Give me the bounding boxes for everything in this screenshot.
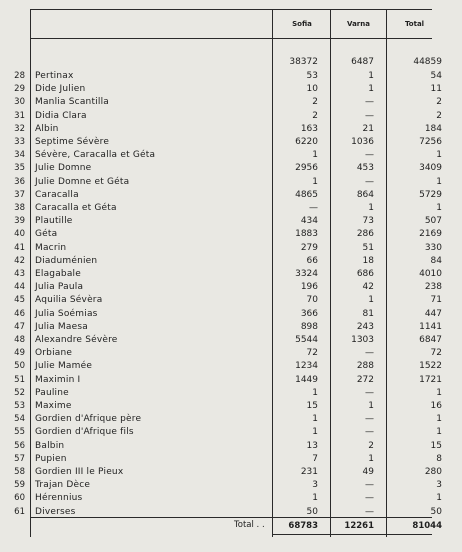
row-number: 60	[14, 493, 25, 504]
total-count: 3	[436, 480, 442, 491]
table-row	[0, 294, 462, 306]
table-row	[0, 162, 462, 174]
table-row	[0, 255, 462, 267]
sofia-count: 1883	[295, 229, 318, 240]
emperor-name: Julie Mamée	[35, 361, 93, 372]
varna-count: —	[365, 176, 374, 187]
varna-count: —	[365, 97, 374, 108]
emperor-name: Caracalla et Géta	[35, 203, 117, 213]
table-row	[0, 228, 462, 240]
emperor-name: Julia Maesa	[35, 321, 88, 332]
sofia-count: —	[309, 203, 318, 213]
varna-count: 272	[356, 374, 374, 385]
total-count: 72	[430, 348, 442, 359]
sofia-count: 279	[300, 242, 318, 253]
sofia-count: 1	[312, 176, 318, 187]
varna-count: —	[365, 387, 374, 398]
row-number: 29	[14, 84, 25, 95]
total-count: 1721	[419, 374, 442, 385]
emperor-name: Julia Paula	[35, 282, 84, 293]
row-number: 53	[14, 401, 25, 411]
table-row	[0, 242, 462, 254]
table-row	[0, 466, 462, 478]
row-number: 49	[14, 348, 25, 359]
sofia-count: 1234	[295, 361, 318, 372]
varna-count: —	[365, 414, 374, 425]
emperor-name: Didia Clara	[35, 110, 87, 121]
sofia-count: 5544	[295, 335, 318, 345]
total-count: 8	[436, 453, 442, 464]
sofia-count: 70	[306, 295, 318, 306]
varna-count: 1	[368, 71, 374, 81]
sofia-count: 13	[306, 440, 318, 451]
sofia-count: 1	[312, 427, 318, 438]
table-row	[0, 268, 462, 280]
carried-varna: 6487	[351, 57, 374, 67]
total-count: 2	[436, 110, 442, 121]
varna-count: 18	[362, 255, 374, 266]
table-row	[0, 387, 462, 399]
row-number: 43	[14, 269, 25, 279]
table-row	[0, 479, 462, 491]
total-count: 1	[436, 387, 442, 398]
sofia-count: 366	[300, 308, 318, 319]
row-number: 55	[14, 427, 25, 438]
table-row	[0, 96, 462, 108]
varna-count: —	[365, 493, 374, 504]
sofia-count: 3	[312, 480, 318, 491]
total-count: 330	[424, 242, 442, 253]
varna-count: 1	[368, 295, 374, 306]
varna-count: 73	[362, 216, 374, 227]
emperor-name: Pupien	[35, 453, 67, 464]
total-count: 2169	[419, 229, 442, 240]
varna-count: 1	[368, 84, 374, 95]
sofia-count: 10	[306, 84, 318, 95]
sofia-count: 434	[300, 216, 318, 227]
varna-count: 686	[356, 269, 374, 279]
varna-count: 1	[368, 453, 374, 464]
emperor-name: Albin	[35, 123, 59, 134]
row-number: 45	[14, 295, 25, 306]
row-number: 31	[14, 110, 25, 121]
emperor-name: Gordien III le Pieux	[35, 467, 124, 477]
total-count: 447	[424, 308, 442, 319]
sofia-count: 53	[306, 71, 318, 81]
emperor-name: Géta	[35, 229, 58, 240]
emperor-name: Elagabale	[35, 269, 81, 279]
emperor-name: Gordien d'Afrique père	[35, 414, 142, 425]
varna-count: 1	[368, 401, 374, 411]
total-count: 1	[436, 203, 442, 213]
emperor-name: Caracalla	[35, 189, 79, 200]
emperor-name: Macrin	[35, 242, 67, 253]
row-number: 40	[14, 229, 25, 240]
total-rule	[272, 534, 432, 535]
emperor-name: Hérennius	[35, 493, 83, 504]
row-number: 61	[14, 506, 25, 517]
total-count: 71	[430, 295, 442, 306]
row-number: 32	[14, 123, 25, 134]
emperor-name: Julie Domne	[35, 163, 92, 174]
top-rule	[30, 9, 432, 10]
varna-count: 288	[356, 361, 374, 372]
emperor-name: Manlia Scantilla	[35, 97, 109, 108]
sofia-count: 898	[300, 321, 318, 332]
total-count: 15	[430, 440, 442, 451]
varna-count: 42	[362, 282, 374, 293]
varna-count: 243	[356, 321, 374, 332]
total-count: 1	[436, 427, 442, 438]
total-label: Total . .	[234, 520, 265, 530]
sofia-count: 1	[312, 493, 318, 504]
emperor-name: Alexandre Sévère	[35, 335, 118, 345]
row-number: 57	[14, 453, 25, 464]
total-count: 1	[436, 176, 442, 187]
table-row	[0, 215, 462, 227]
total-count: 1141	[419, 321, 442, 332]
varna-count: 1036	[351, 137, 374, 147]
sofia-count: 1	[312, 150, 318, 161]
table-row	[0, 400, 462, 412]
total-count: 3409	[419, 163, 442, 174]
header-varna: Varna	[347, 20, 370, 28]
varna-count: —	[365, 110, 374, 121]
table-row	[0, 83, 462, 95]
emperor-name: Balbin	[35, 440, 65, 451]
row-number: 47	[14, 321, 25, 332]
table-row	[0, 189, 462, 201]
total-count: 7256	[419, 137, 442, 147]
sofia-count: 1	[312, 387, 318, 398]
row-number: 33	[14, 137, 25, 147]
sofia-count: 231	[300, 467, 318, 477]
varna-count: 286	[356, 229, 374, 240]
row-number: 39	[14, 216, 25, 227]
varna-count: 1	[368, 203, 374, 213]
table-row	[0, 70, 462, 82]
total-count: 1522	[419, 361, 442, 372]
table-row	[0, 506, 462, 518]
total-count: 238	[424, 282, 442, 293]
table-row	[0, 347, 462, 359]
emperor-name: Pertinax	[35, 71, 74, 81]
row-number: 46	[14, 308, 25, 319]
varna-count: 1303	[351, 335, 374, 345]
sofia-count: 2956	[295, 163, 318, 174]
sofia-count: 1	[312, 414, 318, 425]
varna-count: 51	[362, 242, 374, 253]
table-row	[0, 149, 462, 161]
row-number: 44	[14, 282, 25, 293]
emperor-name: Sévère, Caracalla et Géta	[35, 150, 156, 161]
total-varna: 12261	[344, 521, 374, 531]
emperor-name: Diaduménien	[35, 255, 98, 266]
table-row	[0, 308, 462, 320]
total-total: 81044	[412, 521, 442, 531]
total-count: 50	[430, 506, 442, 517]
row-number: 48	[14, 335, 25, 345]
row-number: 34	[14, 150, 25, 161]
header-sofia: Sofia	[292, 20, 312, 28]
sofia-count: 50	[306, 506, 318, 517]
carried-total: 44859	[413, 57, 442, 67]
sofia-count: 2	[312, 110, 318, 121]
total-count: 6847	[419, 335, 442, 345]
varna-count: 864	[356, 189, 374, 200]
sofia-count: 4865	[295, 189, 318, 200]
sofia-count: 163	[300, 123, 318, 134]
row-number: 52	[14, 387, 25, 398]
varna-count: —	[365, 506, 374, 517]
varna-count: —	[365, 150, 374, 161]
row-number: 37	[14, 189, 25, 200]
total-count: 1	[436, 493, 442, 504]
sofia-count: 7	[312, 453, 318, 464]
table-row	[0, 492, 462, 504]
emperor-name: Orbiane	[35, 348, 73, 359]
total-sofia: 68783	[288, 521, 318, 531]
varna-count: —	[365, 348, 374, 359]
row-number: 58	[14, 467, 25, 477]
emperor-name: Plautille	[35, 216, 73, 227]
varna-count: —	[365, 480, 374, 491]
table-row	[0, 123, 462, 135]
row-number: 56	[14, 440, 25, 451]
emperor-name: Aquilia Sévèra	[35, 295, 103, 306]
sofia-count: 15	[306, 401, 318, 411]
row-number: 41	[14, 242, 25, 253]
emperor-name: Gordien d'Afrique fils	[35, 427, 134, 438]
total-count: 1	[436, 414, 442, 425]
row-number: 36	[14, 176, 25, 187]
row-number: 35	[14, 163, 25, 174]
table-row	[0, 374, 462, 386]
header-rule	[30, 38, 432, 39]
varna-count: 2	[368, 440, 374, 451]
table-row	[0, 334, 462, 346]
table-row	[0, 202, 462, 214]
table-row	[0, 440, 462, 452]
table-row	[0, 110, 462, 122]
table-row	[0, 281, 462, 293]
table-row	[0, 426, 462, 438]
table-row	[0, 453, 462, 465]
varna-count: 49	[362, 467, 374, 477]
sofia-count: 1449	[295, 374, 318, 385]
emperor-name: Diverses	[35, 506, 76, 517]
emperor-name: Dide Julien	[35, 84, 86, 95]
total-count: 184	[424, 123, 442, 134]
row-number: 42	[14, 255, 25, 266]
total-count: 507	[424, 216, 442, 227]
total-count: 1	[436, 150, 442, 161]
sofia-count: 72	[306, 348, 318, 359]
emperor-name: Maximin I	[35, 374, 81, 385]
sofia-count: 66	[306, 255, 318, 266]
total-count: 5729	[419, 189, 442, 200]
row-number: 28	[14, 71, 25, 81]
table-row	[0, 176, 462, 188]
varna-count: 453	[356, 163, 374, 174]
total-count: 11	[430, 84, 442, 95]
carried-sofia: 38372	[289, 57, 318, 67]
emperor-name: Julie Domne et Géta	[35, 176, 130, 187]
row-number: 59	[14, 480, 25, 491]
total-count: 2	[436, 97, 442, 108]
total-count: 16	[430, 401, 442, 411]
table-row	[0, 321, 462, 333]
emperor-name: Pauline	[35, 387, 69, 398]
emperor-name: Julia Soémias	[35, 308, 98, 319]
sofia-count: 3324	[295, 269, 318, 279]
emperor-name: Maxime	[35, 401, 72, 411]
row-number: 38	[14, 203, 25, 213]
varna-count: 81	[362, 308, 374, 319]
carried-forward-row	[0, 56, 462, 68]
row-number: 30	[14, 97, 25, 108]
total-count: 84	[430, 255, 442, 266]
total-count: 4010	[419, 269, 442, 279]
emperor-name: Septime Sévère	[35, 137, 110, 147]
row-number: 54	[14, 414, 25, 425]
varna-count: 21	[362, 123, 374, 134]
row-number: 51	[14, 374, 25, 385]
sofia-count: 2	[312, 97, 318, 108]
sofia-count: 196	[300, 282, 318, 293]
header-total: Total	[404, 20, 425, 28]
total-count: 54	[430, 71, 442, 81]
total-count: 280	[424, 467, 442, 477]
table-row	[0, 360, 462, 372]
emperor-name: Trajan Dèce	[35, 480, 91, 491]
table-row	[0, 136, 462, 148]
table-row	[0, 413, 462, 425]
row-number: 50	[14, 361, 25, 372]
sofia-count: 6220	[295, 137, 318, 147]
varna-count: —	[365, 427, 374, 438]
